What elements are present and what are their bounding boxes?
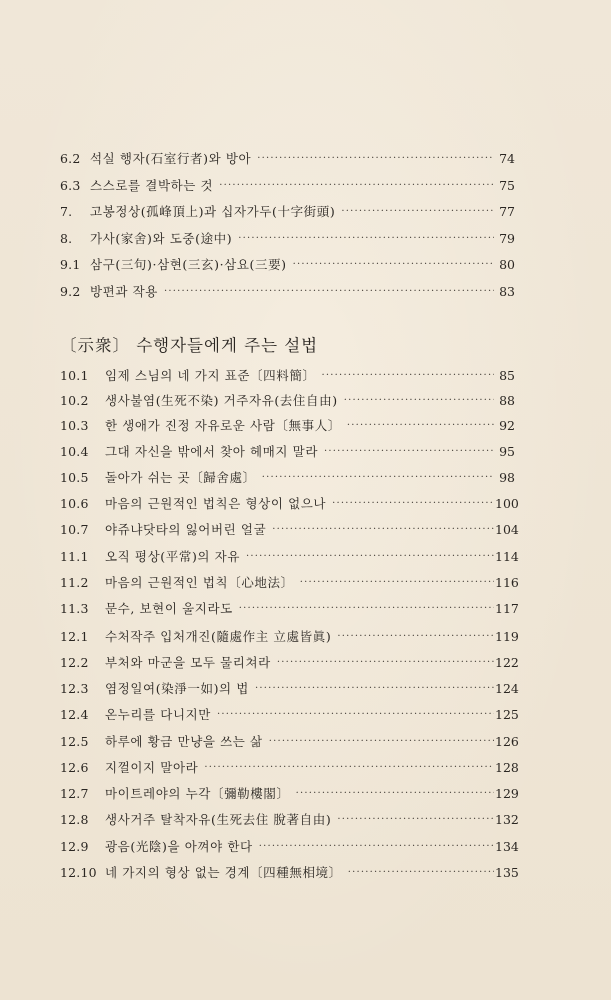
entry-page: 126 xyxy=(495,734,519,749)
dot-leader xyxy=(337,809,494,831)
dot-leader xyxy=(347,415,494,437)
entry-title: 문수, 보현이 울지라도 xyxy=(105,601,233,616)
entry-title: 스스로를 결박하는 것 xyxy=(90,178,214,193)
entry-number: 11.3 xyxy=(60,601,89,616)
entry-title: 석실 행자(石室行者)와 방아 xyxy=(90,151,252,166)
entry-number: 12.3 xyxy=(60,681,89,696)
entry-page: 129 xyxy=(495,786,519,801)
dot-leader xyxy=(332,493,494,515)
toc-entry xyxy=(60,572,519,594)
entry-title: 염정일여(染淨一如)의 법 xyxy=(105,681,249,696)
toc-entry xyxy=(60,757,519,779)
dot-leader xyxy=(164,281,494,303)
dot-leader xyxy=(255,678,494,700)
dot-leader xyxy=(322,365,494,387)
entry-title: 임제 스님의 네 가지 표준〔四料簡〕 xyxy=(105,368,316,383)
entry-number: 6.3 xyxy=(60,178,81,193)
entry-number: 11.1 xyxy=(60,549,89,564)
entry-title: 하루에 황금 만냥을 쓰는 삶 xyxy=(105,734,263,749)
entry-page: 98 xyxy=(499,470,515,485)
dot-leader xyxy=(239,598,494,620)
toc-entry xyxy=(60,390,515,412)
entry-number: 12.4 xyxy=(60,707,89,722)
entry-number: 10.7 xyxy=(60,522,89,537)
entry-number: 9.2 xyxy=(60,284,81,299)
entry-page: 80 xyxy=(499,257,515,272)
section-heading: 〔示衆〕 수행자들에게 주는 설법 xyxy=(60,336,319,355)
entry-page: 104 xyxy=(495,522,519,537)
entry-title: 방편과 작용 xyxy=(90,284,158,299)
toc-entry xyxy=(60,519,519,541)
entry-title: 광음(光陰)을 아껴야 한다 xyxy=(105,839,253,854)
dot-leader xyxy=(257,148,494,170)
entry-page: 79 xyxy=(499,231,515,246)
entry-page: 100 xyxy=(495,496,519,511)
toc-entry xyxy=(60,862,519,884)
entry-title: 삼구(三句)·삼현(三玄)·삼요(三要) xyxy=(90,257,287,272)
entry-page: 74 xyxy=(499,151,515,166)
entry-title: 생사불염(生死不染) 거주자유(去住自由) xyxy=(105,393,338,408)
entry-title: 부처와 마군을 모두 물리쳐라 xyxy=(105,655,271,670)
toc-entry xyxy=(60,626,519,648)
entry-number: 10.2 xyxy=(60,393,89,408)
toc-entry xyxy=(60,783,519,805)
entry-title: 마음의 근원적인 법칙은 형상이 없으나 xyxy=(105,496,327,511)
toc-entry xyxy=(60,836,519,858)
entry-page: 75 xyxy=(499,178,515,193)
entry-page: 135 xyxy=(495,865,519,880)
entry-page: 95 xyxy=(499,444,515,459)
entry-page: 88 xyxy=(499,393,515,408)
dot-leader xyxy=(341,201,494,223)
toc-entry xyxy=(60,254,515,276)
dot-leader xyxy=(272,519,494,541)
toc-entry xyxy=(60,731,519,753)
entry-number: 12.2 xyxy=(60,655,89,670)
dot-leader xyxy=(219,175,494,197)
dot-leader xyxy=(246,546,494,568)
entry-title: 야쥬냐닷타의 잃어버린 얼굴 xyxy=(105,522,267,537)
entry-title: 생사거주 탈착자유(生死去住 脫著自由) xyxy=(105,812,332,827)
entry-page: 77 xyxy=(499,204,515,219)
toc-entry xyxy=(60,365,515,387)
entry-page: 114 xyxy=(495,549,519,564)
entry-number: 8. xyxy=(60,231,73,246)
toc-entry xyxy=(60,175,515,197)
entry-page: 116 xyxy=(495,575,519,590)
toc-entry xyxy=(60,281,515,303)
entry-number: 12.8 xyxy=(60,812,89,827)
entry-number: 10.6 xyxy=(60,496,89,511)
entry-number: 10.5 xyxy=(60,470,89,485)
entry-page: 128 xyxy=(495,760,519,775)
dot-leader xyxy=(296,783,494,805)
entry-number: 10.3 xyxy=(60,418,89,433)
entry-number: 12.5 xyxy=(60,734,89,749)
dot-leader xyxy=(344,390,494,412)
entry-title: 가사(家舍)와 도중(途中) xyxy=(90,231,233,246)
entry-title: 돌아가 쉬는 곳〔歸舍處〕 xyxy=(105,470,256,485)
dot-leader xyxy=(300,572,494,594)
entry-page: 119 xyxy=(495,629,519,644)
dot-leader xyxy=(337,626,494,648)
entry-number: 6.2 xyxy=(60,151,81,166)
toc-entry xyxy=(60,467,515,489)
dot-leader xyxy=(269,731,494,753)
entry-number: 9.1 xyxy=(60,257,81,272)
entry-title: 마음의 근원적인 법칙〔心地法〕 xyxy=(105,575,294,590)
dot-leader xyxy=(238,228,494,250)
dot-leader xyxy=(217,704,494,726)
entry-number: 12.7 xyxy=(60,786,89,801)
entry-number: 12.6 xyxy=(60,760,89,775)
dot-leader xyxy=(204,757,494,779)
dot-leader xyxy=(293,254,494,276)
entry-number: 12.10 xyxy=(60,865,97,880)
entry-title: 그대 자신을 밖에서 찾아 헤매지 말라 xyxy=(105,444,318,459)
entry-title: 고봉정상(孤峰頂上)과 십자가두(十字街頭) xyxy=(90,204,336,219)
entry-title: 한 생애가 진정 자유로운 사람〔無事人〕 xyxy=(105,418,341,433)
dot-leader xyxy=(262,467,494,489)
entry-title: 네 가지의 형상 없는 경계〔四種無相境〕 xyxy=(105,865,342,880)
toc-entry xyxy=(60,546,519,568)
toc-entry xyxy=(60,652,519,674)
entry-number: 11.2 xyxy=(60,575,89,590)
entry-page: 134 xyxy=(495,839,519,854)
toc-entry xyxy=(60,493,519,515)
entry-title: 오직 평상(平常)의 자유 xyxy=(105,549,241,564)
dot-leader xyxy=(259,836,494,858)
toc-entry xyxy=(60,228,515,250)
entry-number: 12.9 xyxy=(60,839,89,854)
toc-entry xyxy=(60,441,515,463)
entry-number: 12.1 xyxy=(60,629,89,644)
entry-page: 92 xyxy=(499,418,515,433)
dot-leader xyxy=(277,652,494,674)
entry-title: 수처작주 입처개진(隨處作主 立處皆眞) xyxy=(105,629,332,644)
toc-entry xyxy=(60,148,515,170)
toc-entry xyxy=(60,201,515,223)
entry-title: 지껄이지 말아라 xyxy=(105,760,199,775)
dot-leader xyxy=(324,441,494,463)
entry-page: 117 xyxy=(495,601,519,616)
entry-page: 132 xyxy=(495,812,519,827)
entry-page: 83 xyxy=(499,284,515,299)
toc-entry xyxy=(60,704,519,726)
entry-number: 7. xyxy=(60,204,73,219)
entry-title: 마이트레야의 누각〔彌勒樓閣〕 xyxy=(105,786,290,801)
entry-title: 온누리를 다니지만 xyxy=(105,707,211,722)
dot-leader xyxy=(348,862,494,884)
entry-page: 122 xyxy=(495,655,519,670)
entry-page: 85 xyxy=(499,368,515,383)
toc-entry xyxy=(60,678,519,700)
toc-entry xyxy=(60,598,519,620)
toc-entry xyxy=(60,809,519,831)
toc-entry xyxy=(60,415,515,437)
entry-number: 10.1 xyxy=(60,368,89,383)
entry-page: 125 xyxy=(495,707,519,722)
entry-page: 124 xyxy=(495,681,519,696)
entry-number: 10.4 xyxy=(60,444,89,459)
